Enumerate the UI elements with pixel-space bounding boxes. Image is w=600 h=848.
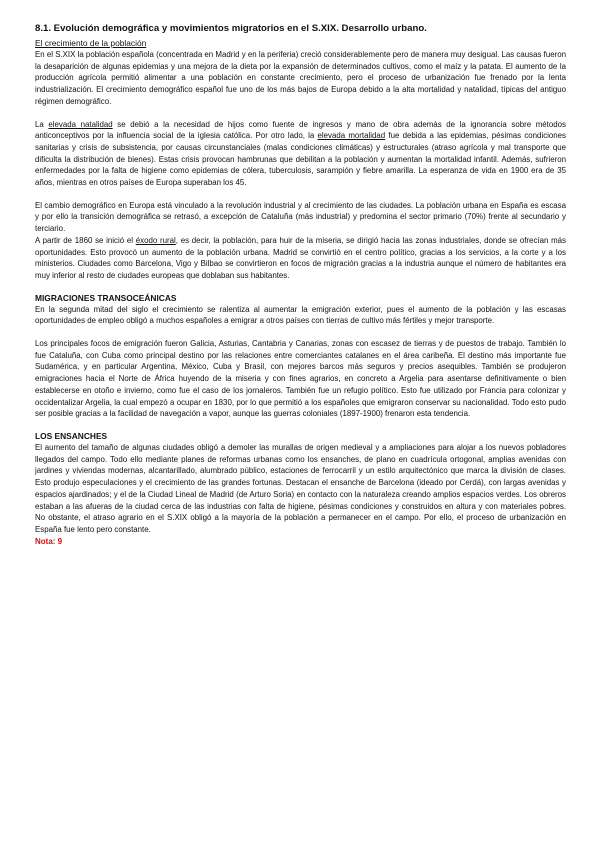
paragraph: Los principales focos de emigración fueron Galicia, Asturias, Cantabria y Canarias, zonas con escasez de tierras y de puestos de trabajo. También lo fue Cataluña, con Cuba como principal destino por las relaciones entre comerciantes catalanes en el área caribeña. El destino más importante fue Sudamérica, y en particular Argentina, México, Cuba y Brasil, con mejores barcos más seguros y precios asequibles. También se produjeron emigraciones hacia el Norte de África huyendo de la miseria y con fines agrarios, en concreto a Argelia para asentarse definitivamente o bien establecerse en otoño e invierno, como fue el caso de los jornaleros. También fue un refugio político. Esto fue utilizado por Francia para colonizar y occidentalizar Argelia, la cual empezó a ocupar en 1830, por lo que permitió a los españoles que emigraron conservar su nacionalidad. Todo esto pudo ser posible gracias a la facilidad de navegación a vapor, aunque las guerras coloniales (1897-1900) frenaron esta tendencia. (35, 339, 566, 419)
underlined-term: éxodo rural (135, 235, 176, 245)
underlined-term: elevada natalidad (48, 119, 113, 129)
section-heading-ensanches: LOS ENSANCHES (35, 430, 108, 441)
section-heading-migrations: MIGRACIONES TRANSOCEÁNICAS (35, 292, 177, 303)
document-title: 8.1. Evolución demográfica y movimientos migratorios en el S.XIX. Desarrollo urbano. (35, 23, 427, 34)
paragraph: El aumento del tamaño de algunas ciudades obligó a demoler las murallas de origen medieval y a ampliaciones para alojar a los nuevos pobladores llegados del campo. Todo ello mediante planes de reformas urbanas como los ensanches, de plano en cuadrícula ortogonal, amplias avenidas con jardines y viviendas modernas, alcantarillado, alumbrado público, estaciones de ferrocarril y un estilo arquitectónico que marca la división de clases. Esto produjo especulaciones y el crecimiento de las grandes fortunas. Destacan el ensanche de Barcelona (ideado por Cerdá), con largas avenidas y espacios ajardinados; y el de la Ciudad Lineal de Madrid (de Arturo Soria) en contacto con la naturaleza creando amplios espacios verdes. Los obreros estaban a las afueras de la ciudad cerca de las industrias con falta de higiene, pésimas condiciones y construidos en altura y con materiales pobres. No obstante, el atraso agrario en el S.XIX obligó a la mayoría de la población a permanecer en el campo. Por ello, el proceso de urbanización en España fue lento pero constante. (35, 442, 566, 534)
paragraph: A partir de 1860 se inició el éxodo rural, es decir, la población, para huir de la miseria, se dirigió hacia las zonas industriales, donde se ofrecían más oportunidades. Esto provocó un aumento de la población urbana. Madrid se convirtió en el centro político, gracias a los servicios, a la corte y a los ministerios. Ciudades como Barcelona, Vigo y Bilbao se convirtieron en focos de migración gracias a la industria aunque el número de habitantes era muy inferior al resto de ciudades europeas que doblaban sus habitantes. (35, 235, 566, 280)
paragraph: En la segunda mitad del siglo el crecimiento se ralentiza al aumentar la emigración exterior, pues el aumento de la población y las escasas oportunidades de empleo obligó a muchos españoles a emigrar a otros países con tierras de cultivo más fértiles y mejor transporte. (35, 304, 566, 326)
underlined-term: elevada mortalidad (317, 131, 386, 141)
section-heading-population-growth: El crecimiento de la población (35, 38, 147, 48)
paragraph: El cambio demográfico en Europa está vinculado a la revolución industrial y al crecimiento de las ciudades. La población urbana en España es escasa y por ello la transición demográfica se retrasó, a excepción de Cataluña (más industrial) y predomina el sector primario (70%) frente al secundario y terciario. (35, 200, 566, 234)
paragraph: En el S.XIX la población española (concentrada en Madrid y en la periferia) creció considerablemente pero de manera muy desigual. Las causas fueron la desaparición de algunas epidemias y una mejora de la dieta por la expansión de determinados cultivos, como el maíz y la patata. El aumento de la producción agrícola permitió alimentar a una población en constante crecimiento, pero el proceso de urbanización fue frenado por la lenta industrialización. El crecimiento demográfico español fue uno de los más bajos de Europa debido a la alta mortalidad y natalidad, típicas del antiguo régimen demográfico. (35, 50, 566, 106)
paragraph: La elevada natalidad se debió a la necesidad de hijos como fuente de ingresos y mano de obra además de la ignorancia sobre métodos anticonceptivos por la influencia social de la iglesia católica. Por otro lado, la elevada mortalidad fue debida a las epidemias, pésimas condiciones sanitarias y crisis de subsistencia, por causas circunstanciales (malas condiciones climáticas) y estructurales (atraso agrícola y mal transporte que dificulta la distribución de bienes). Estas crisis provocan hambrunas que debilitan a la población y aumentan la mortalidad infantil. Además, sufrieron enfermedades por la falta de higiene como epidemias de cólera, tuberculosis, sarampión y fiebre amarilla. La esperanza de vida en 1900 era de 35 años, mientras en otros países de Europa superaban los 45. (35, 119, 567, 188)
grade-note: Nota: 9 (35, 536, 63, 546)
